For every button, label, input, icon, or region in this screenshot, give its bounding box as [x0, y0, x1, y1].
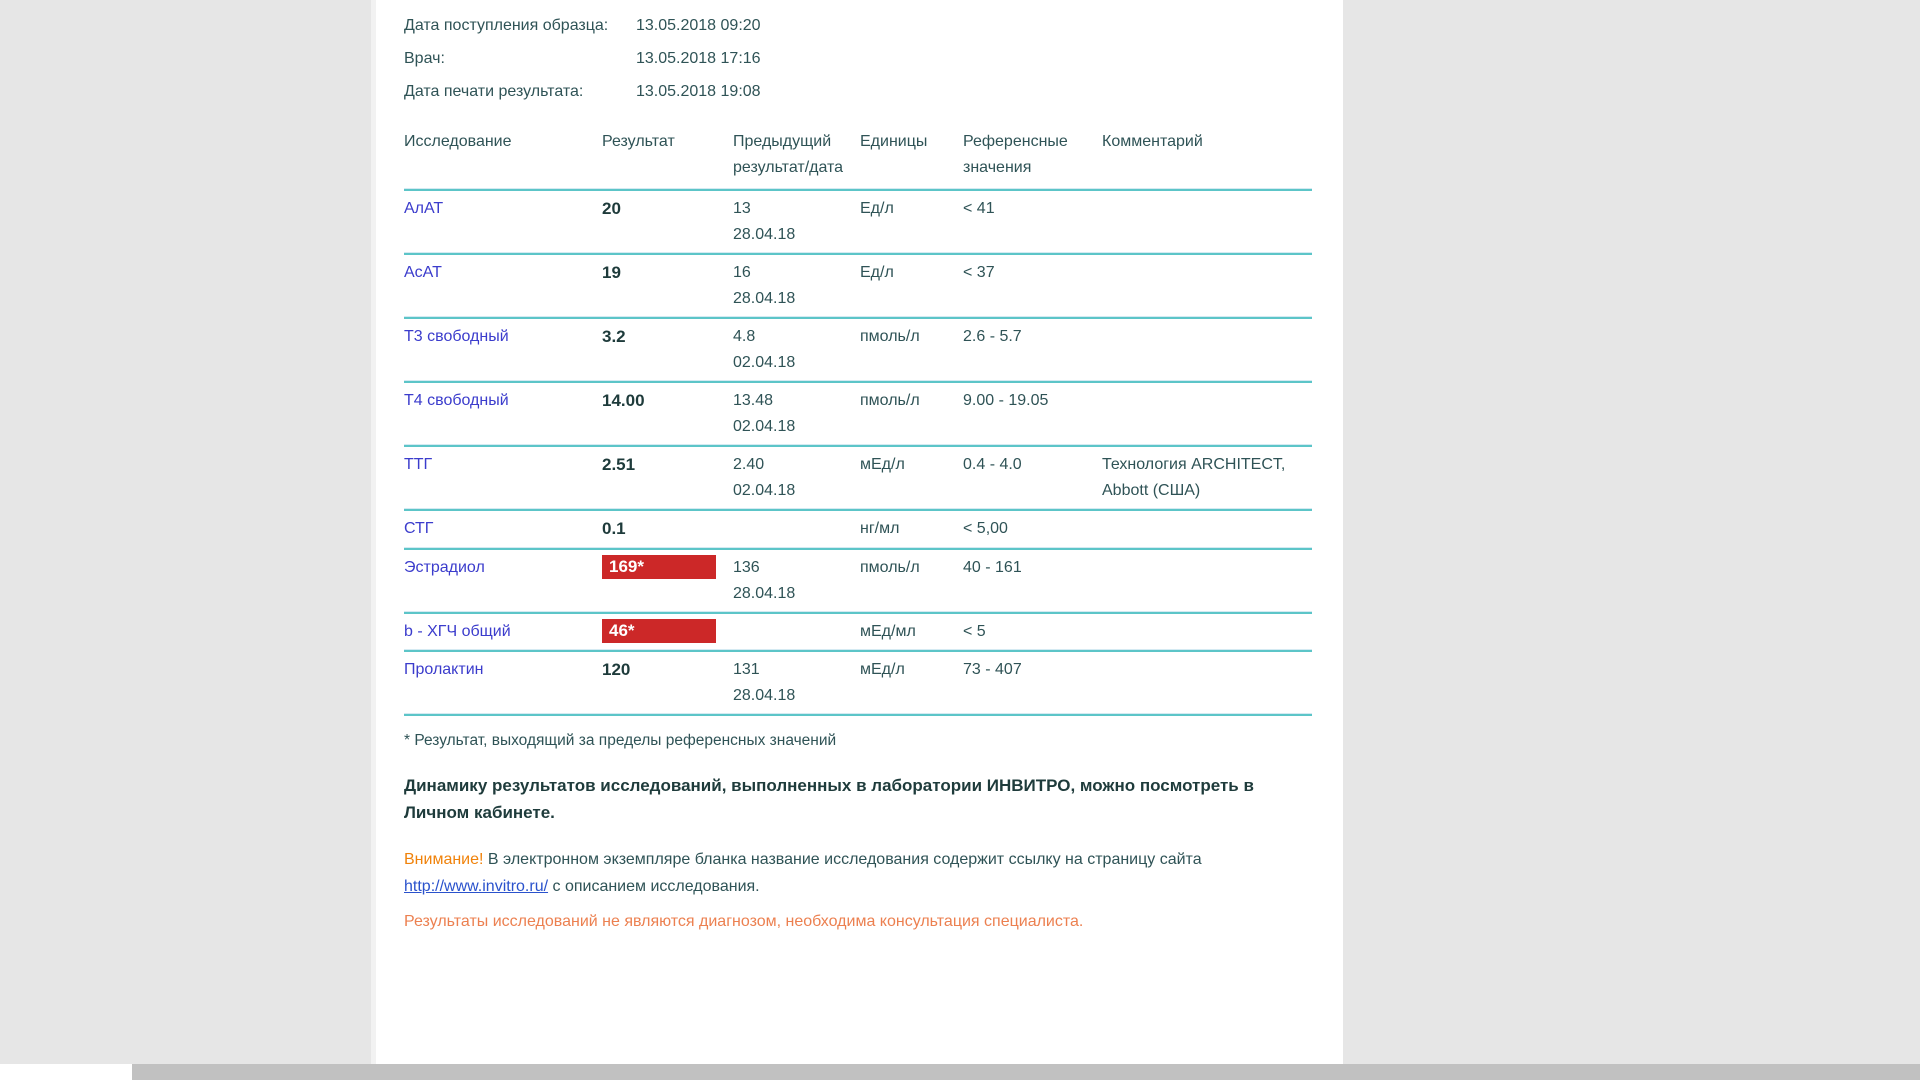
attention-label: Внимание! — [404, 851, 484, 868]
table-row — [404, 511, 1312, 547]
previous-value: 13 — [733, 200, 751, 217]
previous-date: 02.04.18 — [733, 418, 796, 435]
test-name: Т4 свободный — [404, 392, 509, 409]
attention-tail: с описанием исследования. — [548, 878, 760, 895]
result-value: 3.2 — [602, 327, 626, 346]
header-test: Исследование — [404, 133, 512, 150]
comment-cell — [1102, 324, 1312, 376]
lab-report-page — [371, 0, 1343, 1064]
table-row — [404, 614, 1312, 649]
meta-value: 13.05.2018 17:16 — [636, 50, 761, 67]
previous-date: 02.04.18 — [733, 482, 796, 499]
units-cell: Ед/л — [860, 200, 894, 217]
previous-value: 13.48 — [733, 392, 774, 409]
units-cell: пмоль/л — [860, 559, 920, 576]
units-cell: мЕд/л — [860, 661, 905, 678]
table-header-row — [404, 129, 1312, 188]
previous-result-cell — [733, 196, 860, 248]
comment-cell — [1102, 657, 1312, 709]
meta-value: 13.05.2018 09:20 — [636, 17, 761, 34]
previous-result-cell — [733, 260, 860, 312]
previous-result-cell — [733, 388, 860, 440]
units-cell: пмоль/л — [860, 392, 920, 409]
previous-date: 28.04.18 — [733, 290, 796, 307]
units-cell: нг/мл — [860, 520, 900, 537]
meta-label: Дата поступления образца: — [404, 17, 609, 34]
comment-cell — [1102, 555, 1312, 607]
comment-cell — [1102, 516, 1312, 543]
meta-value: 13.05.2018 19:08 — [636, 83, 761, 100]
reference-cell: 2.6 - 5.7 — [963, 328, 1022, 345]
table-row — [404, 652, 1312, 713]
reference-cell: < 5,00 — [963, 520, 1008, 537]
previous-result-cell — [733, 452, 860, 504]
test-name: ТТГ — [404, 456, 433, 473]
results-table-body — [404, 191, 1312, 716]
result-cell — [602, 452, 733, 504]
attention-paragraph — [404, 846, 1244, 900]
reference-cell: < 41 — [963, 200, 995, 217]
meta-row-sample-date — [404, 9, 1343, 42]
result-cell — [602, 619, 733, 645]
result-value: 0.1 — [602, 519, 626, 538]
table-row — [404, 255, 1312, 316]
previous-value: 4.8 — [733, 328, 756, 345]
result-value: 120 — [602, 660, 631, 679]
meta-label: Дата печати результата: — [404, 83, 584, 100]
result-value: 2.51 — [602, 455, 636, 474]
previous-result-cell — [733, 516, 860, 543]
result-cell — [602, 196, 733, 248]
meta-label: Врач: — [404, 50, 445, 67]
units-cell: мЕд/л — [860, 456, 905, 473]
row-divider — [404, 713, 1312, 716]
comment-cell — [1102, 619, 1312, 645]
previous-date: 28.04.18 — [733, 226, 796, 243]
report-meta — [404, 9, 1343, 108]
previous-date: 28.04.18 — [733, 585, 796, 602]
previous-value: 136 — [733, 559, 760, 576]
result-cell — [602, 388, 733, 440]
comment-cell — [1102, 388, 1312, 440]
results-table — [404, 129, 1312, 716]
table-row — [404, 447, 1312, 508]
table-row — [404, 319, 1312, 380]
reference-cell: < 5 — [963, 623, 986, 640]
result-cell — [602, 260, 733, 312]
dynamics-note: Динамику результатов исследований, выполненных в лаборатории ИНВИТРО, можно посмотреть в Личном кабинете. — [404, 776, 1254, 822]
comment-cell: Технология ARCHITECT, Abbott (США) — [1102, 456, 1286, 499]
previous-value: 16 — [733, 264, 751, 281]
reference-cell: 73 - 407 — [963, 661, 1022, 678]
header-units: Единицы — [860, 133, 928, 150]
result-value: 20 — [602, 199, 621, 218]
comment-cell — [1102, 260, 1312, 312]
comment-cell — [1102, 196, 1312, 248]
table-row — [404, 550, 1312, 611]
attention-text: В электронном экземпляре бланка название исследования содержит ссылку на страницу сайта — [483, 851, 1202, 868]
bottom-window-bar — [132, 1064, 1920, 1080]
test-name: АсАТ — [404, 264, 442, 281]
header-comment: Комментарий — [1102, 133, 1203, 150]
result-cell — [602, 516, 733, 543]
test-name: b - ХГЧ общий — [404, 623, 511, 640]
result-value: 46* — [602, 619, 716, 643]
previous-value: 131 — [733, 661, 760, 678]
previous-date: 28.04.18 — [733, 687, 796, 704]
result-cell — [602, 657, 733, 709]
previous-result-cell — [733, 324, 860, 376]
reference-cell: 9.00 - 19.05 — [963, 392, 1049, 409]
header-reference: Референсные значения — [963, 133, 1068, 176]
previous-value: 2.40 — [733, 456, 765, 473]
test-name: СТГ — [404, 520, 434, 537]
meta-row-doctor — [404, 42, 1343, 75]
result-value: 19 — [602, 263, 621, 282]
test-name: Пролактин — [404, 661, 484, 678]
header-result: Результат — [602, 133, 675, 150]
bottom-left-corner — [0, 1064, 132, 1080]
test-name: Эстрадиол — [404, 559, 485, 576]
test-name: Т3 свободный — [404, 328, 509, 345]
reference-footnote: * Результат, выходящий за пределы референсных значений — [404, 732, 837, 749]
table-row — [404, 191, 1312, 252]
units-cell: Ед/л — [860, 264, 894, 281]
result-cell — [602, 324, 733, 376]
header-previous: Предыдущий результат/дата — [733, 133, 844, 176]
previous-result-cell — [733, 619, 860, 645]
result-cell — [602, 555, 733, 607]
table-row — [404, 383, 1312, 444]
result-value: 169* — [602, 555, 716, 579]
reference-cell: 0.4 - 4.0 — [963, 456, 1022, 473]
previous-date: 02.04.18 — [733, 354, 796, 371]
disclaimer-note: Результаты исследований не являются диагнозом, необходима консультация специалиста. — [404, 913, 1084, 930]
reference-cell: < 37 — [963, 264, 995, 281]
meta-row-print-date — [404, 75, 1343, 108]
test-name: АлАТ — [404, 200, 444, 217]
result-value: 14.00 — [602, 391, 645, 410]
report-content — [376, 0, 1343, 931]
previous-result-cell — [733, 555, 860, 607]
previous-result-cell — [733, 657, 860, 709]
units-cell: мЕд/мл — [860, 623, 916, 640]
reference-cell: 40 - 161 — [963, 559, 1022, 576]
invitro-link[interactable]: http://www.invitro.ru/ — [404, 878, 549, 895]
units-cell: пмоль/л — [860, 328, 920, 345]
